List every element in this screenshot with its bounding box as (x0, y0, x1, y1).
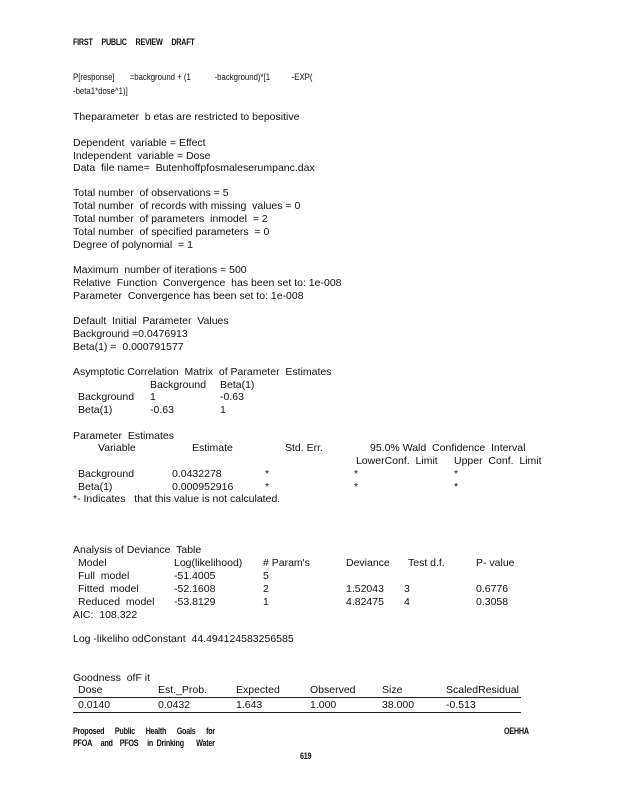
dependent-variable: Dependent variable = Effect (73, 137, 206, 149)
deviance-cell: -53.8129 (174, 596, 216, 608)
estimates-header-std-err: Std. Err. (285, 442, 323, 454)
correlation-cell: -0.63 (220, 391, 244, 403)
goodness-cell: 1.000 (310, 699, 337, 711)
estimates-row-variable: Background (78, 468, 135, 480)
correlation-col-background: Background (150, 379, 207, 391)
goodness-header-rule (73, 697, 521, 698)
goodness-cell: 38.000 (382, 699, 415, 711)
parameter-convergence: Parameter Convergence has been set to: 1e-008 (73, 290, 304, 302)
goodness-header-size: Size (382, 684, 403, 696)
estimates-header-lower: LowerConf. Limit (356, 455, 438, 467)
footer-line-1: Proposed Public Health Goals for (73, 726, 215, 736)
estimates-header-variable: Variable (98, 442, 136, 454)
aic-value: AIC: 108.322 (73, 609, 138, 621)
deviance-cell: 4 (404, 596, 410, 608)
specified-parameters: Total number of specified parameters = 0 (73, 226, 270, 238)
deviance-header-model: Model (78, 557, 107, 569)
independent-variable: Independent variable = Dose (73, 150, 211, 162)
goodness-row-rule (73, 712, 521, 713)
estimates-row-variable: Beta(1) (78, 481, 113, 493)
correlation-row-label: Beta(1) (78, 404, 113, 416)
estimates-header-estimate: Estimate (192, 442, 233, 454)
footer-line-2: PFOA and PFOS in Drinking Water (73, 738, 215, 748)
estimates-row-upper: * (454, 481, 459, 493)
missing-records: Total number of records with missing values = 0 (73, 200, 301, 212)
formula-line-1: P[response] =background + (1 -background)*[1 -EXP( (73, 72, 313, 83)
estimates-row-estimate: 0.0432278 (172, 468, 222, 480)
deviance-cell: 0.3058 (476, 596, 509, 608)
goodness-header-observed: Observed (310, 684, 356, 696)
deviance-cell: -52.1608 (174, 583, 216, 595)
deviance-cell: 5 (263, 570, 269, 582)
footer-agency: OEHHA (504, 726, 529, 736)
estimates-footnote: *- Indicates that this value is not calculated. (73, 493, 281, 505)
initial-values-title: Default Initial Parameter Values (73, 315, 229, 327)
total-observations: Total number of observations = 5 (73, 187, 229, 199)
goodness-header-dose: Dose (78, 684, 103, 696)
correlation-cell: -0.63 (150, 404, 174, 416)
goodness-title: Goodness ofF it (73, 672, 151, 684)
deviance-cell: 4.82475 (346, 596, 384, 608)
deviance-header-params: # Param's (263, 557, 310, 569)
estimates-header-ci: 95.0% Wald Confidence Interval (370, 442, 526, 454)
deviance-header-deviance: Deviance (346, 557, 390, 569)
deviance-cell: Fitted model (78, 583, 139, 595)
correlation-cell: 1 (220, 404, 226, 416)
deviance-header-pvalue: P- value (476, 557, 515, 569)
correlation-col-beta1: Beta(1) (220, 379, 255, 391)
initial-background: Background =0.0476913 (73, 328, 188, 340)
degree-of-polynomial: Degree of polynomial = 1 (73, 239, 193, 251)
deviance-cell: 2 (263, 583, 269, 595)
initial-beta1: Beta(1) = 0.000791577 (73, 341, 184, 353)
estimates-row-lower: * (354, 481, 359, 493)
estimates-header-upper: Upper Conf. Limit (454, 455, 542, 467)
beta-restriction-note: Theparameter b etas are restricted to bepositive (73, 111, 300, 123)
goodness-header-expected: Expected (236, 684, 280, 696)
parameters-in-model: Total number of parameters inmodel = 2 (73, 213, 268, 225)
goodness-cell: 1.643 (236, 699, 263, 711)
correlation-row-label: Background (78, 391, 135, 403)
draft-header: FIRST PUBLIC REVIEW DRAFT (73, 37, 195, 47)
deviance-cell: 1 (263, 596, 269, 608)
estimates-row-estimate: 0.000952916 (172, 481, 234, 493)
deviance-cell: -51.4005 (174, 570, 216, 582)
correlation-cell: 1 (150, 391, 156, 403)
deviance-cell: 1.52043 (346, 583, 384, 595)
relative-function-convergence: Relative Function Convergence has been set to: 1e-008 (73, 277, 342, 289)
formula-line-2: -beta1*dose^1)] (73, 86, 128, 97)
estimates-title: Parameter Estimates (73, 430, 174, 442)
data-file-name: Data file name= Butenhoffpfosmaleserumpanc.dax (73, 162, 315, 174)
estimates-row-lower: * (354, 468, 359, 480)
deviance-header-loglik: Log(likelihood) (174, 557, 243, 569)
goodness-header-est-prob: Est._Prob. (158, 684, 208, 696)
deviance-title: Analysis of Deviance Table (73, 544, 202, 556)
deviance-cell: Full model (78, 570, 130, 582)
goodness-cell: 0.0140 (78, 699, 111, 711)
loglik-constant: Log -likeliho odConstant 44.494124583256585 (73, 633, 294, 645)
correlation-title: Asymptotic Correlation Matrix of Parameter Estimates (73, 366, 332, 378)
deviance-cell: Reduced model (78, 596, 155, 608)
goodness-header-scaled-residual: ScaledResidual (446, 684, 519, 696)
deviance-header-test-df: Test d.f. (408, 557, 445, 569)
goodness-cell: 0.0432 (158, 699, 191, 711)
deviance-cell: 0.6776 (476, 583, 509, 595)
estimates-row-std-err: * (265, 468, 270, 480)
deviance-cell: 3 (404, 583, 410, 595)
page-number: 619 (300, 751, 312, 761)
max-iterations: Maximum number of iterations = 500 (73, 264, 247, 276)
estimates-row-std-err: * (265, 481, 270, 493)
estimates-row-upper: * (454, 468, 459, 480)
goodness-cell: -0.513 (446, 699, 476, 711)
